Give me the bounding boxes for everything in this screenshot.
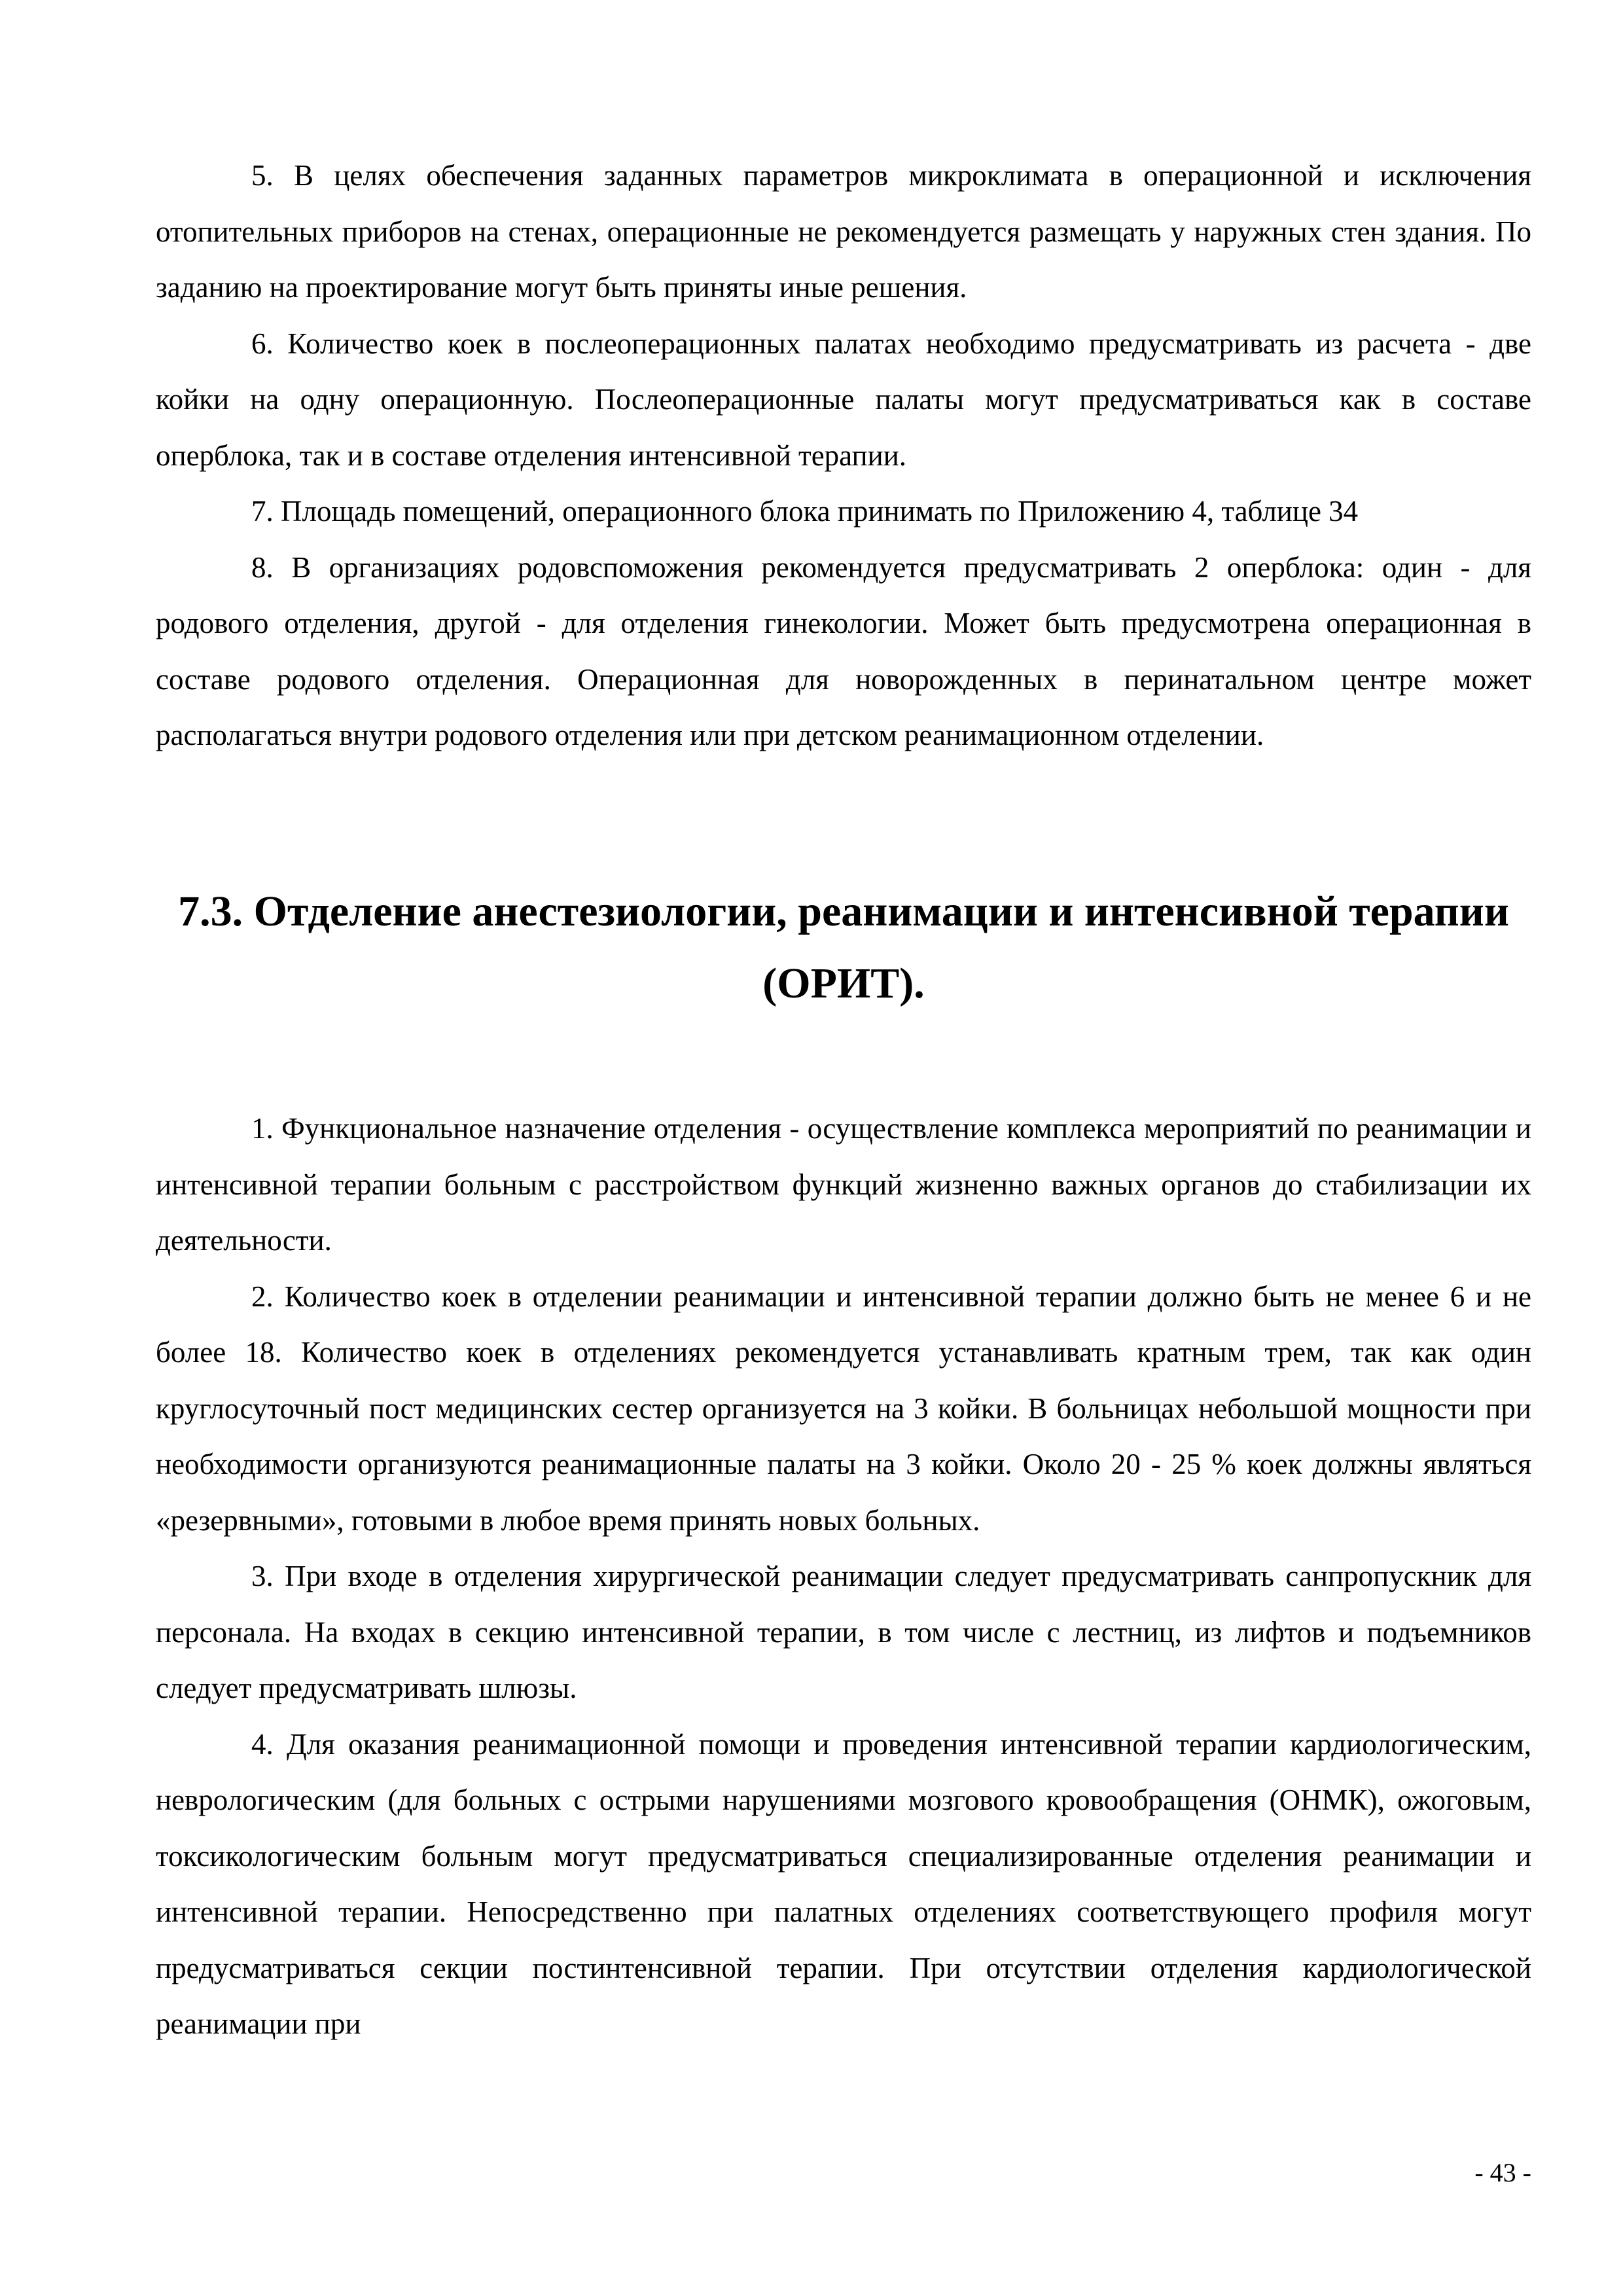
paragraph-4: 4. Для оказания реанимационной помощи и проведения интенсивной терапии кардиологическим, неврологическим (для больных с острыми нарушениями мозгового кровообращения (ОНМК), ожоговым, токсикологическим больным могут предусматриваться специализированные отделения реанимации и интенсивной терапии. Непосредственно при палатных отделениях соответствующего профиля могут предусматриваться секции постинтенсивной терапии. При отсутствии отделения кардиологической реанимации при <box>156 1727 1531 2040</box>
paragraph-1: 1. Функциональное назначение отделения - осуществление комплекса мероприятий по реанимации и интенсивной терапии больным с расстройством функций жизненно важных органов до стабилизации их деятельности. <box>156 1112 1531 1257</box>
page-number: - 43 - <box>1474 2158 1531 2187</box>
top-text-block <box>156 148 1531 764</box>
paragraph-6: 6. Количество коек в послеоперационных палатах необходимо предусматривать из расчета - две койки на одну операционную. Послеоперационные палаты могут предусматриваться как в составе оперблока, так и в составе отделения интенсивной терапии. <box>156 327 1531 472</box>
bottom-text-block <box>156 1101 1531 2053</box>
paragraph-2: 2. Количество коек в отделении реанимации и интенсивной терапии должно быть не менее 6 и не более 18. Количество коек в отделениях рекомендуется устанавливать кратным трем, так как один круглосуточный пост медицинских сестер организуется на 3 койки. В больницах небольшой мощности при необходимости организуются реанимационные палаты на 3 койки. Около 20 - 25 % коек должны являться «резервными», готовыми в любое время принять новых больных. <box>156 1280 1531 1537</box>
paragraph-8: 8. В организациях родовспоможения рекомендуется предусматривать 2 оперблока: один - для родового отделения, другой - для отделения гинекологии. Может быть предусмотрена операционная в составе родового отделения. Операционная для новорожденных в перинатальном центре может располагаться внутри родового отделения или при детском реанимационном отделении. <box>156 550 1531 751</box>
paragraph-7: 7. Площадь помещений, операционного блока принимать по Приложению 4, таблице 34 <box>251 495 1359 528</box>
paragraph-5: 5. В целях обеспечения заданных параметров микроклимата в операционной и исключения отопительных приборов на стенах, операционные не рекомендуется размещать у наружных стен здания. По заданию на проектирование могут быть приняты иные решения. <box>156 159 1531 304</box>
section-heading: 7.3. Отделение анестезиологии, реанимации и интенсивной терапии (ОРИТ). <box>178 888 1509 1007</box>
paragraph-3: 3. При входе в отделения хирургической реанимации следует предусматривать санпропускник для персонала. На входах в секцию интенсивной терапии, в том числе с лестниц, из лифтов и подъемников следует предусматривать шлюзы. <box>156 1560 1531 1704</box>
